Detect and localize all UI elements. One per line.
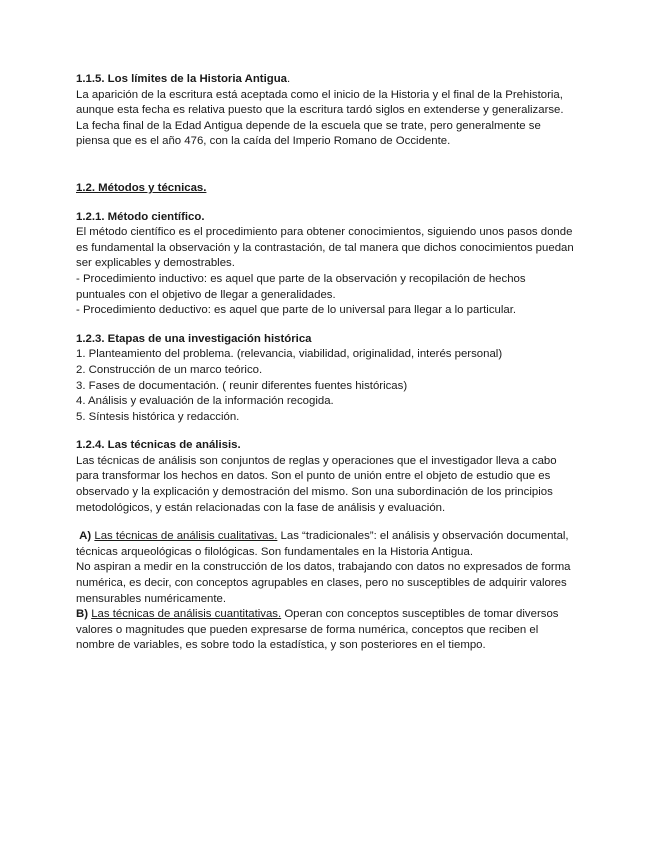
section-1-2-title: 1.2. Métodos y técnicas. — [76, 181, 207, 194]
section-1-2-1-paragraph-1: El método científico es el procedimiento para obtener conocimientos, siguiendo unos pasos donde es fundamental la observación y la contrastación, de tal manera que dichos conocimientos puedan ser explicables y demostrables. — [76, 226, 574, 270]
qualitative-text-2: No aspiran a medir en la construcción de los datos, trabajando con datos no expresados de forma numérica, es decir, con conceptos agrupables en clases, pero no susceptibles de adquirir valores mensurables numéricamente. — [76, 561, 571, 605]
quantitative-techniques — [76, 607, 576, 654]
section-1-1-5-heading — [76, 72, 576, 88]
qualitative-title: Las técnicas de análisis cualitativas. — [94, 530, 278, 543]
section-1-1-5-paragraph-1: La aparición de la escritura está aceptada como el inicio de la Historia y el final de la Prehistoria, aunque esta fecha es relativa puesto que la escritura tardó siglos en extenderse y generalizarse. — [76, 88, 564, 117]
quantitative-text: Operan con conceptos susceptibles de tomar diversos valores o magnitudes que pueden expresarse de forma numérica, conceptos que reciben el nombre de variables, es sobre todo la estadística, y son posteriores en el tiempo. — [76, 608, 559, 652]
qualitative-techniques — [76, 529, 576, 560]
section-1-1-5-title: 1.1.5. Los límites de la Historia Antigua — [76, 73, 287, 85]
section-1-2-4-title: 1.2.4. Las técnicas de análisis. — [76, 439, 241, 452]
qualitative-text: Las “tradicionales”: el análisis y observación documental, técnicas arqueológicas o filológicas. Son fundamentales en la Historia Antigua. — [76, 530, 569, 558]
section-1-1-5-paragraph-2: La fecha final de la Edad Antigua depende de la escuela que se trate, pero generalmente se piensa que es el año 476, con la caída del Imperio Romano de Occidente. — [76, 119, 541, 148]
qualitative-label: A) — [79, 530, 92, 543]
stage-item-2: 2. Construcción de un marco teórico. — [76, 363, 263, 376]
section-1-2-3-title: 1.2.3. Etapas de una investigación histórica — [76, 332, 312, 345]
stage-item-3: 3. Fases de documentación. ( reunir diferentes fuentes históricas) — [76, 379, 408, 392]
stage-item-1: 1. Planteamiento del problema. (relevancia, viabilidad, originalidad, interés personal) — [76, 348, 503, 361]
stage-item-4: 4. Análisis y evaluación de la información recogida. — [76, 395, 334, 408]
section-1-2-1-deductive: - Procedimiento deductivo: es aquel que parte de lo universal para llegar a lo particular. — [76, 304, 517, 317]
section-1-2-4-paragraph-1: Las técnicas de análisis son conjuntos de reglas y operaciones que el investigador lleva a cabo para transformar los hechos en datos. Son el punto de unión entre el objeto de estudio que es observado y la explicación y demostración del mismo. Son una subordinación de los principios metodológicos, y están relacionadas con la fase de análisis y evaluación. — [76, 454, 557, 514]
quantitative-title: Las técnicas de análisis cuantitativas. — [91, 608, 282, 621]
section-1-2-1-inductive: - Procedimiento inductivo: es aquel que parte de la observación y recopilación de hechos puntuales con el objetivo de llegar a generalidades. — [76, 272, 526, 301]
quantitative-label: B) — [76, 608, 89, 621]
section-1-1-5-title-end: . — [287, 73, 291, 85]
stage-item-5: 5. Síntesis histórica y redacción. — [76, 410, 240, 423]
section-1-2-1-title: 1.2.1. Método científico. — [76, 210, 205, 223]
document-page — [76, 72, 576, 654]
